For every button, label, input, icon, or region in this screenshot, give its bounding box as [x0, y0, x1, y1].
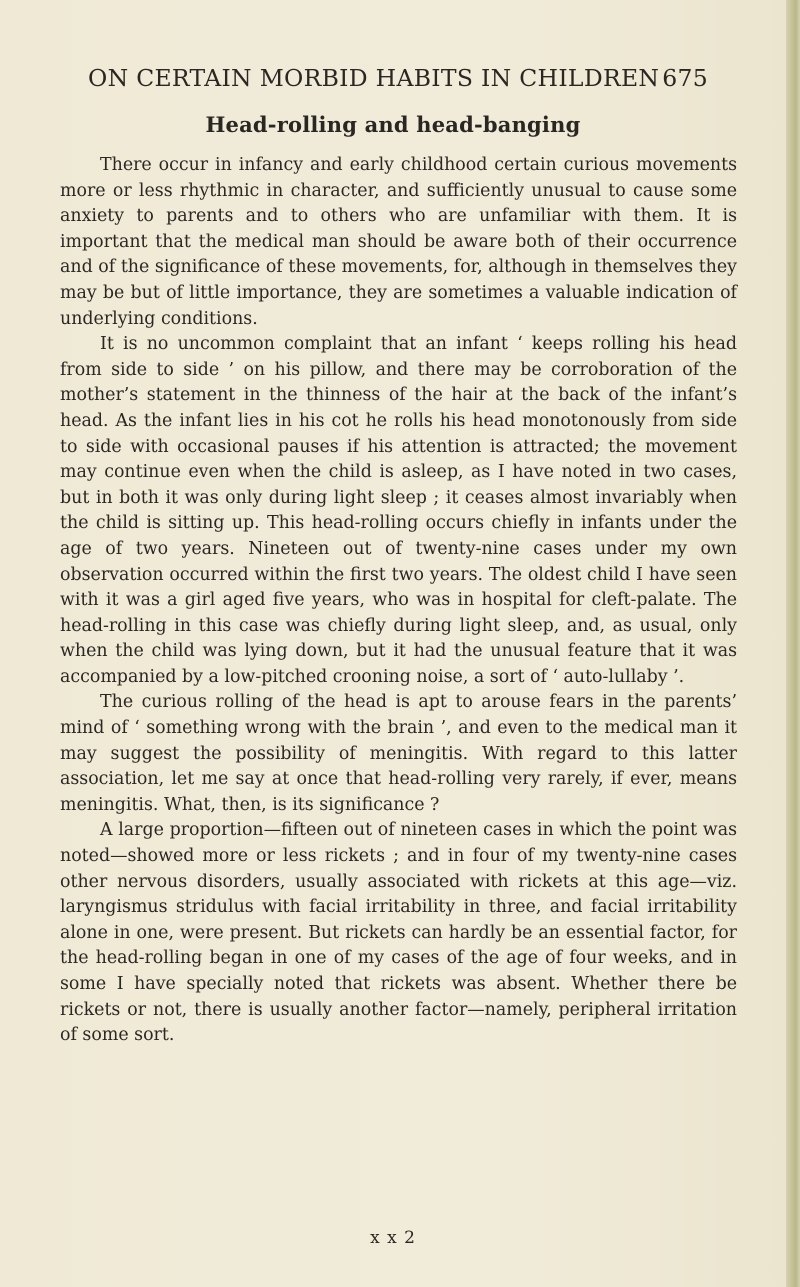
paragraph: A large proportion—fifteen out of nineteen cases in which the point was noted—showed more or less rickets ; and in four of my twenty-nine cases other nervous disorders, usually associated with rickets at this age—viz. laryngismus stridulus with facial irritability in three, and facial irritability alone in one, were present. But rickets can hardly be an essential factor, for the head-rolling began in one of my cases of the age of four weeks, and in some I have specially noted that rickets was absent. Whether there be rickets or not, there is usually another factor—namely, peripheral irritation of some sort.: [60, 820, 737, 1046]
running-head-title: ON CERTAIN MORBID HABITS IN CHILDREN: [88, 64, 660, 92]
paragraph: There occur in infancy and early childhood certain curious movements more or less rhythmic in character, and sufficiently unusual to cause some anxiety to parents and to others who are unfamiliar with them. It is important that the medical man should be aware both of their occurrence and of the significance of these movements, for, although in themselves they may be but of little importance, they are sometimes a valuable indication of underlying conditions.: [60, 155, 737, 329]
paragraph: The curious rolling of the head is apt to arouse fears in the parents’ mind of ‘ something wrong with the brain ’, and even to the medical man it may suggest the possibility of meningitis. With regard to this latter association, let me say at once that head-rolling very rarely, if ever, means meningitis. What, then, is its significance ?: [60, 692, 737, 815]
paragraph: It is no uncommon complaint that an infant ‘ keeps rolling his head from side to side ’ on his pillow, and there may be corroboration of the mother’s statement in the thinness of the hair at the back of the infant’s head. As the infant lies in his cot he rolls his head monotonously from side to side with occasional pauses if his attention is attracted; the movement may continue even when the child is asleep, as I have noted in two cases, but in both it was only during light sleep ; it ceases almost invariably when the child is sitting up. This head-rolling occurs chiefly in infants under the age of two years. Nineteen out of twenty-nine cases under my own observation occurred within the first two years. The oldest child I have seen with it was a girl aged five years, who was in hospital for cleft-palate. The head-rolling in this case was chiefly during light sleep, and, as usual, only when the child was lying down, but it had the unusual feature that it was accompanied by a low-pitched crooning noise, a sort of ‘ auto-lullaby ’.: [60, 334, 737, 687]
body-text: [60, 153, 737, 1049]
page-edge: [786, 0, 800, 1287]
section-heading: Head-rolling and head-banging: [205, 112, 581, 137]
running-head: [88, 64, 708, 100]
signature-mark: x x 2: [370, 1228, 416, 1248]
page-number: 675: [662, 64, 708, 92]
